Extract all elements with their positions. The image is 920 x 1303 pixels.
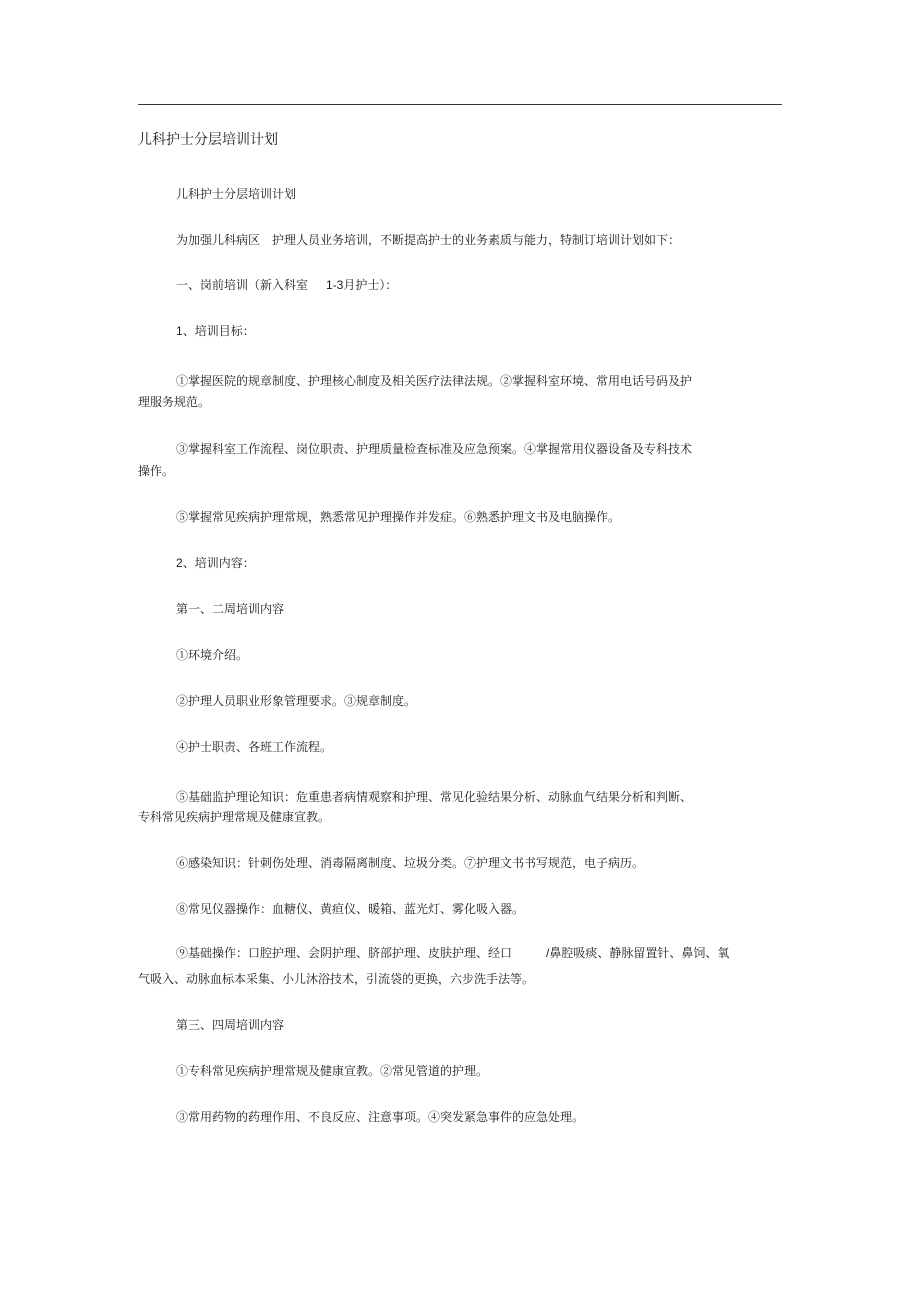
goal-1-line-2: 理服务规范。 bbox=[138, 395, 211, 409]
week-item-3: ④护士职责、各班工作流程。 bbox=[176, 740, 333, 754]
section1-part-c: 月护士）： bbox=[343, 278, 398, 292]
week-item-7-part-a: ⑨基础操作：口腔护理、会阴护理、脐部护理、皮肤护理、经口 bbox=[176, 946, 513, 960]
intro-part-b: 护理人员业务培训，不断提高护士的业务素质与能力，特制订培训计划如下： bbox=[272, 233, 681, 247]
goal-heading-number: 1 bbox=[176, 324, 183, 338]
section1-part-a: 一、岗前培训（新入科室 bbox=[176, 278, 309, 292]
week-item-1: ①环境介绍。 bbox=[176, 648, 249, 662]
section1-part-b: 1-3 bbox=[326, 278, 344, 292]
week-item-7-line-1 bbox=[138, 942, 782, 964]
week-item-7-slash: / bbox=[546, 946, 550, 960]
section-heading-1 bbox=[138, 274, 782, 296]
intro-paragraph bbox=[138, 229, 782, 251]
goal-1-line-1: ①掌握医院的规章制度、护理核心制度及相关医疗法律法规。②掌握科室环境、常用电话号码及护 bbox=[176, 374, 693, 388]
goal-heading-text: 、培训目标： bbox=[182, 324, 255, 338]
document-title: 儿科护士分层培训计划 bbox=[138, 132, 278, 148]
week-item-7-line-2: 气吸入、动脉血标本采集、小儿沐浴技术，引流袋的更换，六步洗手法等。 bbox=[138, 972, 535, 986]
week-item-4-line-2: 专科常见疾病护理常规及健康宣教。 bbox=[138, 810, 331, 824]
content-heading bbox=[138, 552, 782, 574]
week-item-7-part-c: 鼻腔吸痰、静脉留置针、鼻饲、氧 bbox=[549, 946, 730, 960]
week-3-4-heading: 第三、四周培训内容 bbox=[176, 1018, 285, 1032]
goal-2-line-2: 操作。 bbox=[138, 464, 175, 478]
week-item-2: ②护理人员职业形象管理要求。③规章制度。 bbox=[176, 694, 417, 708]
header-rule bbox=[138, 104, 782, 105]
goal-2-line-1: ③掌握科室工作流程、岗位职责、护理质量检查标准及应急预案。④掌握常用仪器设备及专科技术 bbox=[176, 442, 693, 456]
goal-heading bbox=[138, 320, 782, 342]
week-1-2-heading: 第一、二周培训内容 bbox=[176, 602, 285, 616]
week-item-8: ①专科常见疾病护理常规及健康宣教。②常见管道的护理。 bbox=[176, 1064, 489, 1078]
intro-part-a: 为加强儿科病区 bbox=[176, 233, 261, 247]
goal-3: ⑤掌握常见疾病护理常规，熟悉常见护理操作并发症。⑥熟悉护理文书及电脑操作。 bbox=[176, 510, 621, 524]
week-item-4-line-1: ⑤基础监护理论知识：危重患者病情观察和护理、常见化验结果分析、动脉血气结果分析和判断、 bbox=[176, 790, 693, 804]
week-item-5: ⑥感染知识：针刺伤处理、消毒隔离制度、垃圾分类。⑦护理文书书写规范，电子病历。 bbox=[176, 856, 645, 870]
subtitle: 儿科护士分层培训计划 bbox=[176, 187, 297, 201]
content-heading-number: 2 bbox=[176, 556, 183, 570]
week-item-6: ⑧常见仪器操作：血糖仪、黄疸仪、暖箱、蓝光灯、雾化吸入器。 bbox=[176, 902, 525, 916]
content-heading-text: 、培训内容： bbox=[182, 556, 255, 570]
week-item-9: ③常用药物的药理作用、不良反应、注意事项。④突发紧急事件的应急处理。 bbox=[176, 1110, 585, 1124]
